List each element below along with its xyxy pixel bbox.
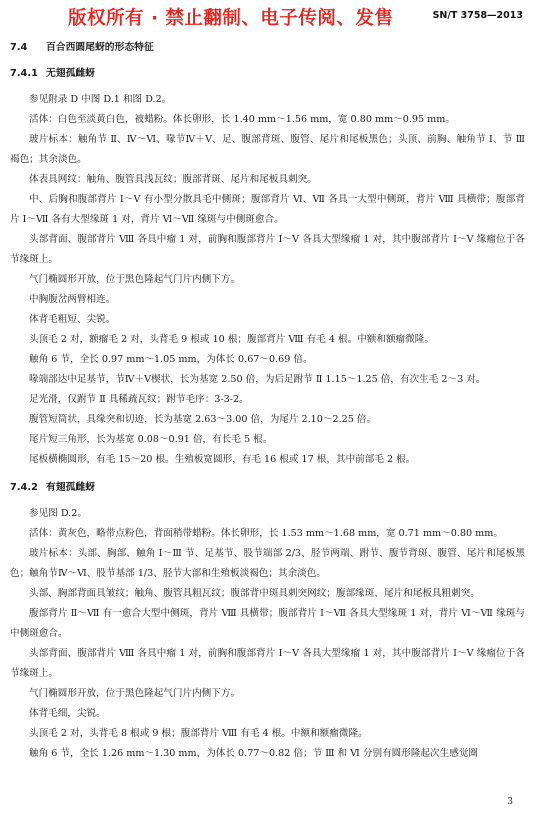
paragraph: 活体：黄灰色，略带点粉色，背面稍带蜡粉。体长卵形，长 1.53 mm～1.68 mm，宽 0.71 mm～0.80 mm。 [29, 528, 503, 539]
subsection-number: 7.4.1 [10, 68, 38, 79]
subsection-heading [10, 64, 525, 84]
paragraph: 气门椭圆形开放，位于黑色隆起气门片内侧下方。 [29, 274, 241, 285]
paragraph: 腹管短筒状，具缘突和切迹，长为基宽 2.63～3.00 倍，为尾片 2.10～2.25 倍。 [29, 414, 377, 425]
paragraph: 触角 6 节，全长 1.26 mm～1.30 mm，为体长 0.77～0.82 倍；节 Ⅲ 和 Ⅵ 分别有圆形隆起次生感觉圈 [29, 748, 479, 759]
paragraph: 体表具网纹：触角、腹管具浅瓦纹；腹部背斑、尾片和尾板具刺突。 [29, 174, 317, 185]
paragraph: 活体：白色至淡黄白色，被蜡粉。体长卵形，长 1.40 mm～1.56 mm，宽 0.80 mm～0.95 mm。 [29, 114, 455, 125]
section-number: 7.4 [10, 42, 28, 53]
paragraph: 头顶毛 2 对，额瘤毛 2 对，头背毛 9 根或 10 根；腹部背片 Ⅷ 有毛 4 根。中额和额瘤微隆。 [29, 334, 434, 345]
paragraph: 玻片标本：触角节 Ⅱ、Ⅳ～Ⅵ、喙节Ⅳ＋Ⅴ、足、腹部背斑、腹管、尾片和尾板黑色；头顶、前胸、触角节 Ⅰ、节 Ⅲ 褐色；其余淡色。 [10, 134, 525, 165]
subsection-title: 有翅孤雌蚜 [46, 482, 95, 493]
paragraph: 体背毛粗短、尖锐。 [29, 314, 116, 325]
subsection-title: 无翅孤雌蚜 [46, 68, 95, 79]
paragraph: 参见附录 D 中图 D.1 和图 D.2。 [29, 94, 172, 105]
paragraph: 喙端部达中足基节，节Ⅳ＋Ⅴ楔状，长为基宽 2.50 倍，为后足跗节 Ⅱ 1.15～1.25 倍，有次生毛 2～3 对。 [29, 374, 486, 385]
paragraph: 头部背面、腹部背片 Ⅷ 各具中瘤 1 对，前胸和腹部背片 Ⅰ～Ⅴ 各具大型缘瘤 1 对，其中腹部背片 Ⅰ～Ⅴ 缘瘤位于各节缘斑上。 [10, 234, 525, 265]
document-body [10, 38, 525, 764]
copyright-watermark: 版权所有 · 禁止翻制、电子传阅、发售 [68, 8, 394, 29]
subsection-number: 7.4.2 [10, 482, 38, 493]
paragraph: 尾板横椭圆形，有毛 15～20 根。生殖板宽圆形，有毛 16 根或 17 根，其中前部毛 2 根。 [29, 454, 416, 465]
paragraph: 玻片标本：头部、胸部、触角 Ⅰ～Ⅲ 节、足基节、股节端部 2/3、胫节两端、跗节、腹节背斑、腹管、尾片和尾板黑色；触角节Ⅳ～Ⅵ、股节基部 1/3、胫节大部和生殖板淡褐色；其余淡色。 [10, 548, 525, 579]
paragraph: 尾片短三角形，长为基宽 0.08～0.91 倍，有长毛 5 根。 [29, 434, 273, 445]
page-number: 3 [507, 797, 513, 807]
paragraph: 触角 6 节，全长 0.97 mm～1.05 mm，为体长 0.67～0.69 倍。 [29, 354, 313, 365]
section-title: 百合西圆尾蚜的形态特征 [46, 42, 154, 53]
paragraph: 腹部背片 Ⅱ～Ⅶ 有一愈合大型中侧斑，背片 Ⅷ 具横带；腹部背片 Ⅰ～Ⅶ 各具大型缘斑 1 对，背片 Ⅵ～Ⅶ 缘斑与中侧斑愈合。 [10, 608, 525, 639]
subsection-heading [10, 478, 525, 498]
paragraph: 中胸腹岔两臂相连。 [29, 294, 116, 305]
paragraph: 参见图 D.2。 [29, 508, 87, 519]
paragraph: 体背毛细，尖锐。 [29, 708, 106, 719]
standard-number: SN/T 3758—2013 [432, 10, 523, 21]
paragraph: 中、后胸和腹部背片 Ⅰ～Ⅴ 有小型分散具毛中侧斑；腹部背片 Ⅵ、Ⅶ 各具一大型中侧斑，背片 Ⅷ 具横带；腹部背片 Ⅰ～Ⅶ 各有大型缘斑 1 对，背片 Ⅵ～Ⅶ 缘斑与中侧斑愈合。 [10, 194, 525, 225]
paragraph: 头部背面、腹部背片 Ⅷ 各具中瘤 1 对，前胸和腹部背片 Ⅰ～Ⅴ 各具大型缘瘤 1 对，其中腹部背片 Ⅰ～Ⅴ 缘瘤位于各节缘斑上。 [10, 648, 525, 679]
paragraph: 气门椭圆形开放，位于黑色隆起气门片内侧下方。 [29, 688, 241, 699]
paragraph: 头部、胸部背面具皱纹；触角、腹管具粗瓦纹；腹部背中斑具刺突网纹；腹部缘斑、尾片和尾板具粗刺突。 [29, 588, 480, 599]
section-heading [10, 38, 525, 58]
paragraph: 足光滑，仅跗节 Ⅱ 具稀疏瓦纹；跗节毛序：3-3-2。 [29, 394, 249, 405]
paragraph: 头顶毛 2 对，头背毛 8 根或 9 根；腹部背片 Ⅷ 有毛 4 根。中额和额瘤微隆。 [29, 728, 368, 739]
